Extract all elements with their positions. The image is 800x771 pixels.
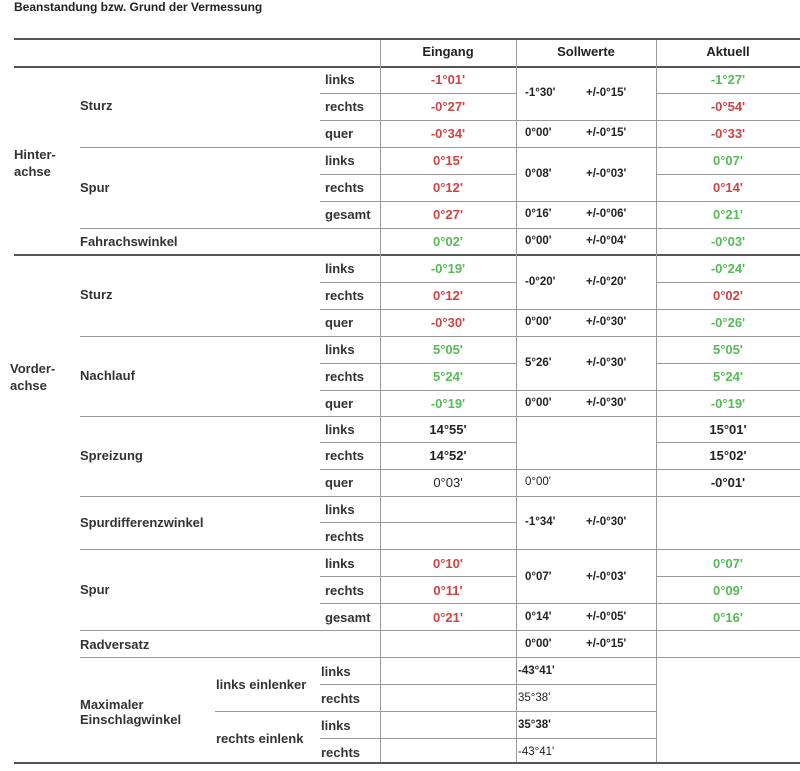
row-label: gesamt (325, 610, 371, 625)
eingang-value: 5°24' (433, 369, 463, 384)
group-label-nachlauf: Nachlauf (80, 368, 135, 383)
sub-label-rechts-einlenker: rechts einlenk (216, 731, 304, 746)
soll-nominal: -43°41' (518, 665, 555, 677)
row-label: links (321, 664, 351, 679)
eingang-value: 0°11' (433, 583, 463, 598)
row-label: rechts (321, 691, 361, 706)
eingang-value: -1°01' (430, 72, 466, 87)
eingang-value: 0°27' (433, 207, 463, 222)
eingang-value: -0°34' (430, 126, 466, 141)
aktuell-value: 0°07' (713, 556, 743, 571)
soll-tolerance: +/-0°15' (586, 127, 627, 139)
aktuell-value: -0°26' (710, 315, 746, 330)
soll-nominal: 5°26' (525, 357, 552, 369)
soll-tolerance: +/-0°30' (586, 516, 627, 528)
aktuell-value: 0°14' (713, 180, 743, 195)
soll-tolerance: +/-0°03' (586, 168, 627, 180)
aktuell-value: 15°02' (709, 448, 747, 463)
row-label: rechts (325, 369, 365, 384)
soll-nominal: 0°00' (525, 127, 552, 139)
soll-nominal: 0°00' (525, 235, 552, 247)
eingang-value: 0°12' (433, 288, 463, 303)
eingang-value: 0°03' (433, 475, 463, 490)
soll-tolerance: +/-0°06' (586, 208, 627, 220)
row-label: links (321, 718, 351, 733)
aktuell-value: -0°03' (710, 234, 746, 249)
aktuell-value: 0°21' (713, 207, 743, 222)
row-label: links (325, 422, 355, 437)
soll-tolerance: +/-0°05' (586, 611, 627, 623)
group-label-spur-hinten: Spur (80, 180, 110, 195)
row-label: links (325, 72, 355, 87)
aktuell-value: -0°01' (710, 475, 746, 490)
eingang-value: -0°27' (430, 99, 466, 114)
row-label: links (325, 502, 355, 517)
soll-nominal: 0°00' (525, 476, 551, 488)
row-label: quer (325, 315, 354, 330)
eingang-value: 0°15' (433, 153, 463, 168)
row-label: rechts (325, 288, 365, 303)
row-label-radversatz: Radversatz (80, 637, 150, 652)
soll-nominal: 0°00' (525, 316, 552, 328)
eingang-value: -0°30' (430, 315, 466, 330)
soll-tolerance: +/-0°30' (586, 316, 627, 328)
eingang-value: 0°10' (433, 556, 463, 571)
row-label: links (325, 261, 355, 276)
aktuell-value: -0°19' (710, 396, 746, 411)
row-label: quer (325, 126, 354, 141)
soll-tolerance: +/-0°20' (586, 276, 627, 288)
row-label: rechts (325, 448, 365, 463)
soll-nominal: 0°16' (525, 208, 552, 220)
row-label: rechts (325, 583, 365, 598)
soll-nominal: -43°41' (518, 746, 555, 758)
axle-label-hinterachse: Hinter- achse (14, 147, 56, 179)
aktuell-value: 0°16' (713, 610, 743, 625)
soll-tolerance: +/-0°15' (586, 87, 627, 99)
soll-nominal: -1°30' (525, 87, 556, 99)
row-label: gesamt (325, 207, 371, 222)
aktuell-value: 0°07' (713, 153, 743, 168)
eingang-value: 14°52' (429, 448, 467, 463)
header-sollwerte: Sollwerte (557, 44, 615, 59)
row-label: rechts (325, 99, 365, 114)
aktuell-value: -0°33' (710, 126, 746, 141)
aktuell-value: 5°24' (713, 369, 743, 384)
aktuell-value: 5°05' (713, 342, 743, 357)
row-label: rechts (321, 745, 361, 760)
row-label: rechts (325, 180, 365, 195)
eingang-value: -0°19' (430, 261, 466, 276)
header-eingang: Eingang (422, 44, 474, 59)
aktuell-value: -1°27' (710, 72, 746, 87)
eingang-value: -0°19' (430, 396, 466, 411)
soll-tolerance: +/-0°15' (586, 638, 627, 650)
page-title: Beanstandung bzw. Grund der Vermessung (14, 0, 263, 14)
row-label: quer (325, 475, 354, 490)
soll-tolerance: +/-0°30' (586, 397, 627, 409)
row-label: rechts (325, 529, 365, 544)
row-label: links (325, 556, 355, 571)
group-label-sturz-vorne: Sturz (80, 287, 113, 302)
soll-nominal: 35°38' (518, 692, 551, 704)
aktuell-value: 0°02' (713, 288, 743, 303)
group-label-spurdifferenzwinkel: Spurdifferenzwinkel (80, 515, 204, 530)
row-label: quer (325, 396, 354, 411)
eingang-value: 14°55' (429, 422, 467, 437)
eingang-value: 5°05' (433, 342, 463, 357)
soll-tolerance: +/-0°03' (586, 571, 627, 583)
aktuell-value: 15°01' (709, 422, 747, 437)
group-label-spur-vorne: Spur (80, 582, 110, 597)
soll-nominal: 0°08' (525, 168, 552, 180)
soll-nominal: 0°00' (525, 397, 552, 409)
header-aktuell: Aktuell (706, 44, 750, 59)
soll-nominal: 0°00' (525, 638, 552, 650)
group-label-sturz-hinten: Sturz (80, 98, 113, 113)
aktuell-value: -0°24' (710, 261, 746, 276)
eingang-value: 0°02' (433, 234, 463, 249)
aktuell-value: 0°09' (713, 583, 743, 598)
soll-nominal: 35°38' (518, 719, 551, 731)
sub-label-links-einlenker: links einlenker (216, 677, 307, 692)
eingang-value: 0°21' (433, 610, 463, 625)
aktuell-value: -0°54' (710, 99, 746, 114)
group-label-spreizung: Spreizung (80, 448, 143, 463)
axle-label-vorderachse: Vorder- achse (10, 361, 56, 393)
group-label-einschlagwinkel: Maximaler Einschlagwinkel (80, 697, 182, 727)
soll-nominal: -0°20' (525, 276, 556, 288)
soll-tolerance: +/-0°30' (586, 357, 627, 369)
soll-nominal: 0°07' (525, 571, 552, 583)
soll-nominal: -1°34' (525, 516, 556, 528)
row-label: links (325, 153, 355, 168)
eingang-value: 0°12' (433, 180, 463, 195)
soll-nominal: 0°14' (525, 611, 552, 623)
soll-tolerance: +/-0°04' (586, 235, 627, 247)
row-label-fahrachswinkel: Fahrachswinkel (80, 234, 178, 249)
row-label: links (325, 342, 355, 357)
